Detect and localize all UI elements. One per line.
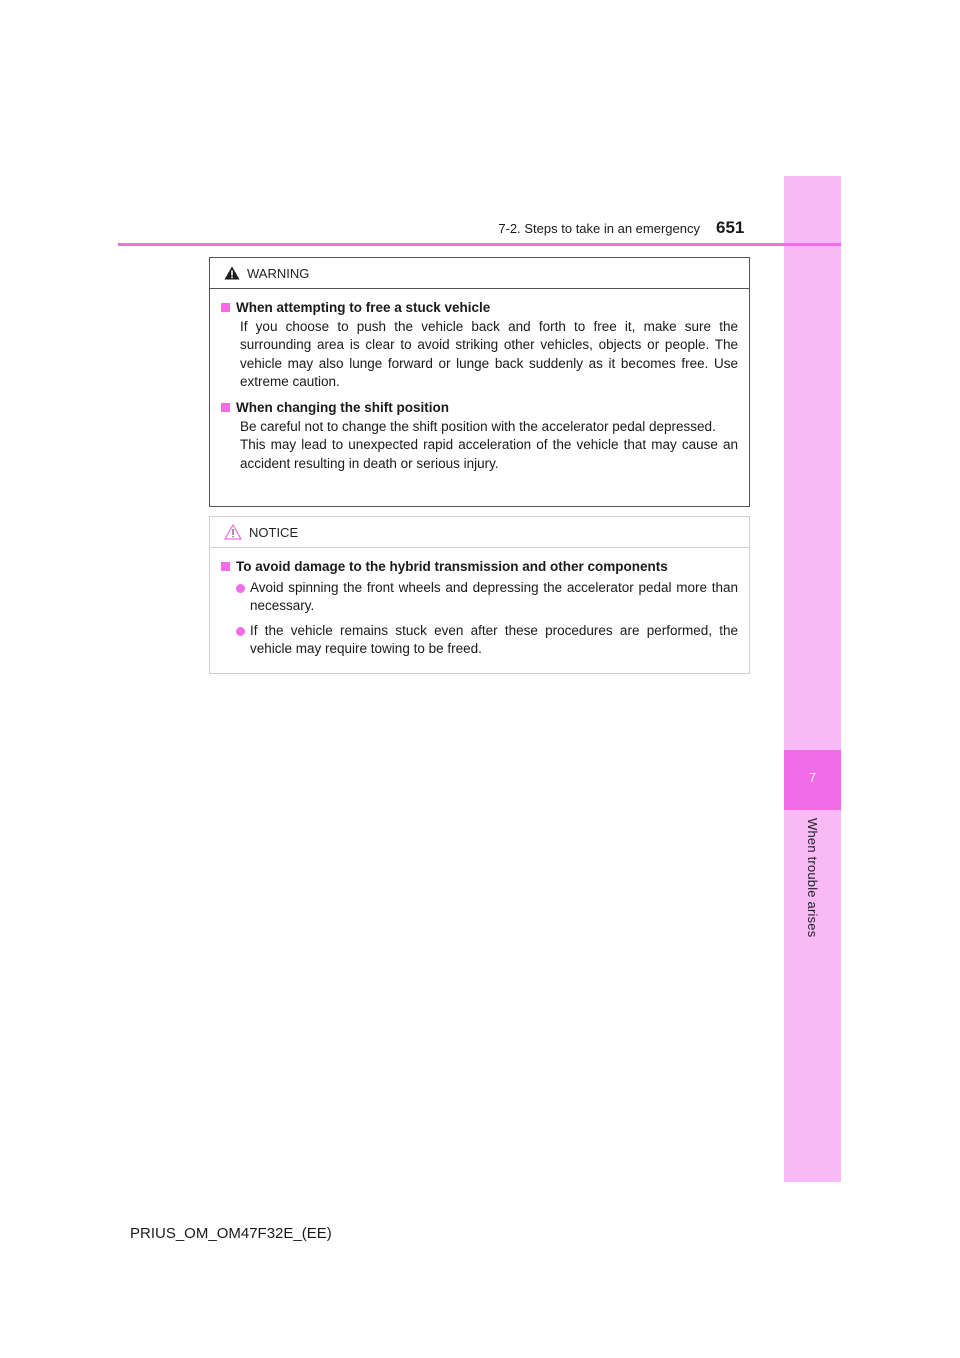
- square-bullet-icon: [221, 403, 230, 412]
- warning-item-text: Be careful not to change the shift position with the accelerator pedal depressed.: [240, 419, 716, 435]
- square-bullet-icon: [221, 562, 230, 571]
- warning-item-title: When changing the shift position: [221, 399, 738, 416]
- notice-body: [210, 548, 749, 658]
- circle-bullet-icon: [236, 584, 245, 593]
- notice-bullet: Avoid spinning the front wheels and depressing the accelerator pedal more than necessary.: [236, 579, 738, 616]
- warning-box: [209, 257, 750, 507]
- notice-label: NOTICE: [249, 524, 299, 540]
- notice-box: [209, 516, 750, 674]
- page-number: 651: [716, 218, 745, 237]
- warning-item: [221, 399, 738, 473]
- circle-bullet-icon: [236, 627, 245, 636]
- warning-item-text: This may lead to unexpected rapid acceleration of the vehicle that may cause an accident resulting in death or serious injury.: [240, 437, 738, 471]
- notice-item-title: To avoid damage to the hybrid transmission and other components: [221, 558, 738, 575]
- header-rule: [118, 243, 841, 246]
- warning-item: [221, 299, 738, 391]
- notice-header: [210, 517, 749, 548]
- warning-header: [210, 258, 749, 289]
- warning-triangle-icon: [224, 266, 240, 280]
- chapter-side-tab: [784, 176, 841, 1182]
- warning-item-title: When attempting to free a stuck vehicle: [221, 299, 738, 316]
- notice-triangle-icon: [224, 524, 242, 540]
- chapter-number-tab: 7: [784, 750, 841, 810]
- warning-item-text: If you choose to push the vehicle back and forth to free it, make sure the surrounding area is clear to avoid striking other vehicles, objects or people. The vehicle may also lunge forward or lunge back suddenly as it becomes free. Use extreme caution.: [240, 319, 738, 389]
- notice-bullet: If the vehicle remains stuck even after these procedures are performed, the vehicle may require towing to be freed.: [236, 622, 738, 659]
- warning-label: WARNING: [247, 265, 310, 281]
- section-title: 7-2. Steps to take in an emergency: [498, 221, 700, 236]
- warning-body: [210, 289, 749, 473]
- square-bullet-icon: [221, 303, 230, 312]
- chapter-label: [784, 818, 841, 958]
- document-code: PRIUS_OM_OM47F32E_(EE): [130, 1225, 332, 1242]
- chapter-label-text: When trouble arises: [805, 818, 820, 938]
